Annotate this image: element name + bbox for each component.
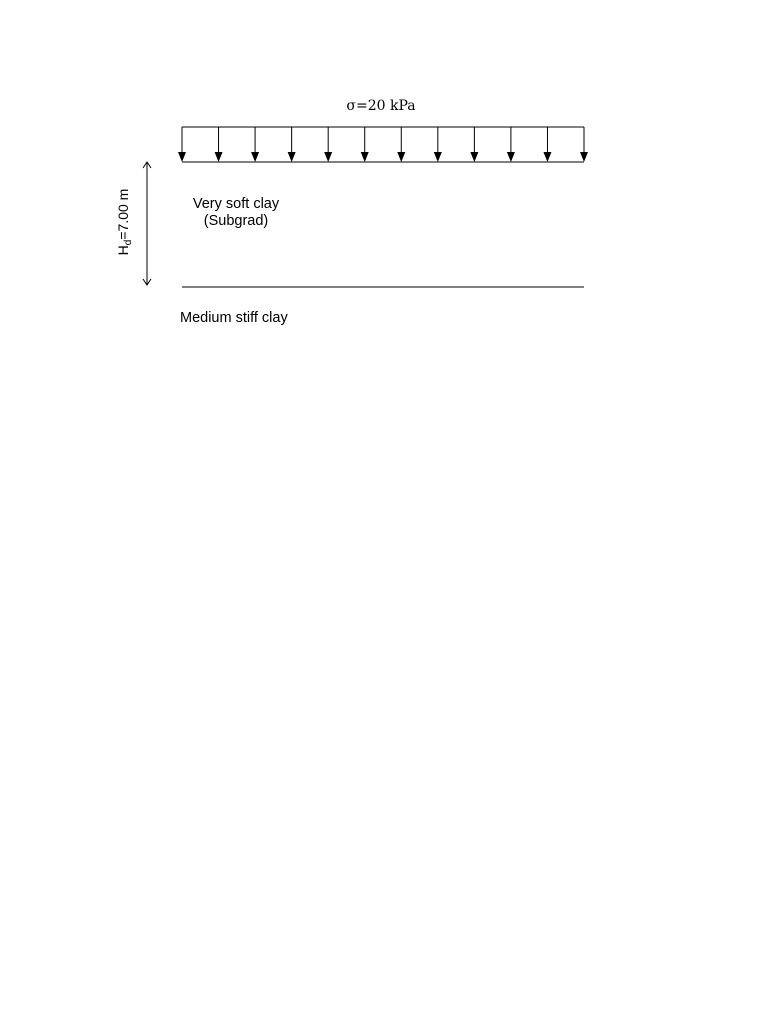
thickness-symbol: H xyxy=(115,245,131,256)
load-arrow-head xyxy=(397,152,405,162)
load-arrow-head xyxy=(580,152,588,162)
load-arrow-head xyxy=(178,152,186,162)
thickness-label xyxy=(115,189,134,256)
load-arrow-head xyxy=(288,152,296,162)
thickness-value: =7.00 m xyxy=(115,188,131,240)
load-label: σ=20 kPa xyxy=(346,98,416,114)
lower-layer-name: Medium stiff clay xyxy=(180,310,288,326)
thickness-dimension xyxy=(143,162,151,285)
load-arrow-head xyxy=(470,152,478,162)
load-arrow-head xyxy=(434,152,442,162)
load-arrow-head xyxy=(324,152,332,162)
thickness-subscript: d xyxy=(123,239,134,246)
load-arrow-head xyxy=(507,152,515,162)
load-arrow-head xyxy=(361,152,369,162)
load-arrow-head xyxy=(251,152,259,162)
distributed-load xyxy=(178,127,588,162)
load-arrow-head xyxy=(215,152,223,162)
load-arrow-head xyxy=(543,152,551,162)
load-arrows xyxy=(178,127,588,162)
upper-layer-name: Very soft clay xyxy=(192,196,280,212)
upper-layer-note: (Subgrad) xyxy=(203,213,269,229)
